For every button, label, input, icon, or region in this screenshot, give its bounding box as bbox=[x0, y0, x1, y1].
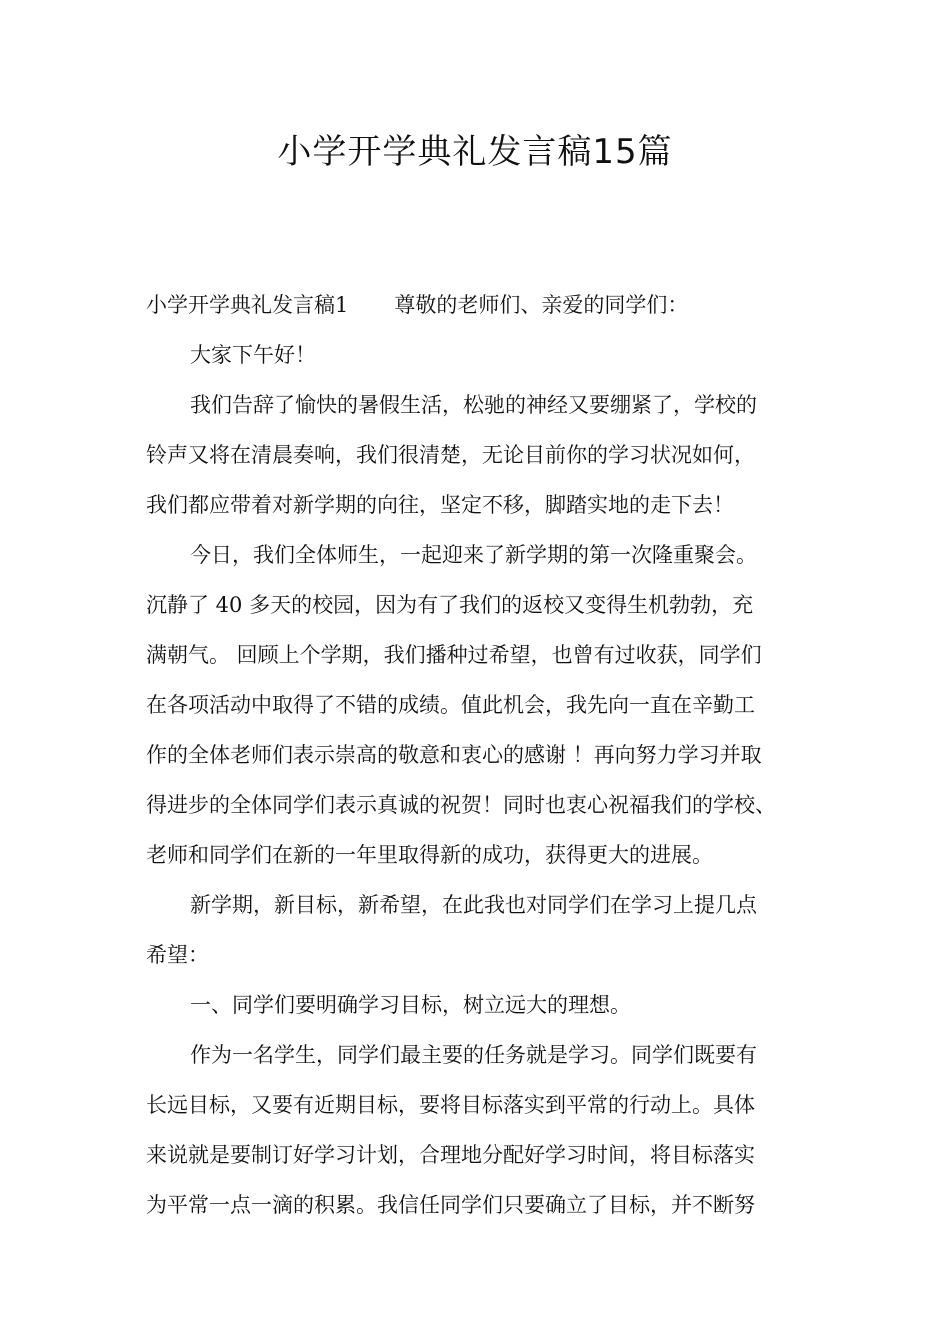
paragraph-line: 大家下午好！ bbox=[190, 343, 316, 367]
salutation: 尊敬的老师们、亲爱的同学们： bbox=[394, 293, 689, 317]
paragraph-line: 沉静了 40 多天的校园，因为有了我们的返校又变得生机勃勃，充 bbox=[146, 593, 754, 617]
paragraph-line: 作的全体老师们表示崇高的敬意和衷心的感谢 ！再向努力学习并取 bbox=[146, 743, 762, 767]
paragraph-line: 老师和同学们在新的一年里取得新的成功，获得更大的进展。 bbox=[146, 843, 713, 867]
paragraph-line: 今日，我们全体师生，一起迎来了新学期的第一次隆重聚会。 bbox=[190, 543, 757, 567]
paragraph-line: 长远目标，又要有近期目标，要将目标落实到平常的行动上。具体 bbox=[146, 1093, 755, 1117]
paragraph-line: 得进步的全体同学们表示真诚的祝贺！同时也衷心祝福我们的学校、 bbox=[146, 793, 776, 817]
opening-line bbox=[146, 280, 846, 330]
paragraph-line: 我们都应带着对新学期的向往，坚定不移，脚踏实地的走下去！ bbox=[146, 493, 734, 517]
paragraph-line: 为平常一点一滴的积累。我信任同学们只要确立了目标，并不断努 bbox=[146, 1193, 755, 1217]
paragraph-line: 铃声又将在清晨奏响，我们很清楚，无论目前你的学习状况如何， bbox=[146, 443, 755, 467]
paragraph-line: 希望： bbox=[146, 943, 209, 967]
document-title: 小学开学典礼发言稿15篇 bbox=[277, 132, 673, 172]
paragraph-line: 我们告辞了愉快的暑假生活，松驰的神经又要绷紧了，学校的 bbox=[190, 393, 757, 417]
paragraph-line: 来说就是要制订好学习计划，合理地分配好学习时间，将目标落实 bbox=[146, 1143, 755, 1167]
document-body bbox=[146, 280, 846, 1230]
paragraph-line: 在各项活动中取得了不错的成绩。值此机会，我先向一直在辛勤工 bbox=[146, 693, 755, 717]
paragraph-line: 一、同学们要明确学习目标，树立远大的理想。 bbox=[190, 993, 631, 1017]
section-heading: 小学开学典礼发言稿1 bbox=[146, 293, 349, 317]
paragraph-line: 满朝气。 回顾上个学期，我们播种过希望，也曾有过收获，同学们 bbox=[146, 643, 762, 667]
paragraph-line: 作为一名学生，同学们最主要的任务就是学习。同学们既要有 bbox=[190, 1043, 757, 1067]
paragraph-line: 新学期，新目标，新希望，在此我也对同学们在学习上提几点 bbox=[190, 893, 757, 917]
